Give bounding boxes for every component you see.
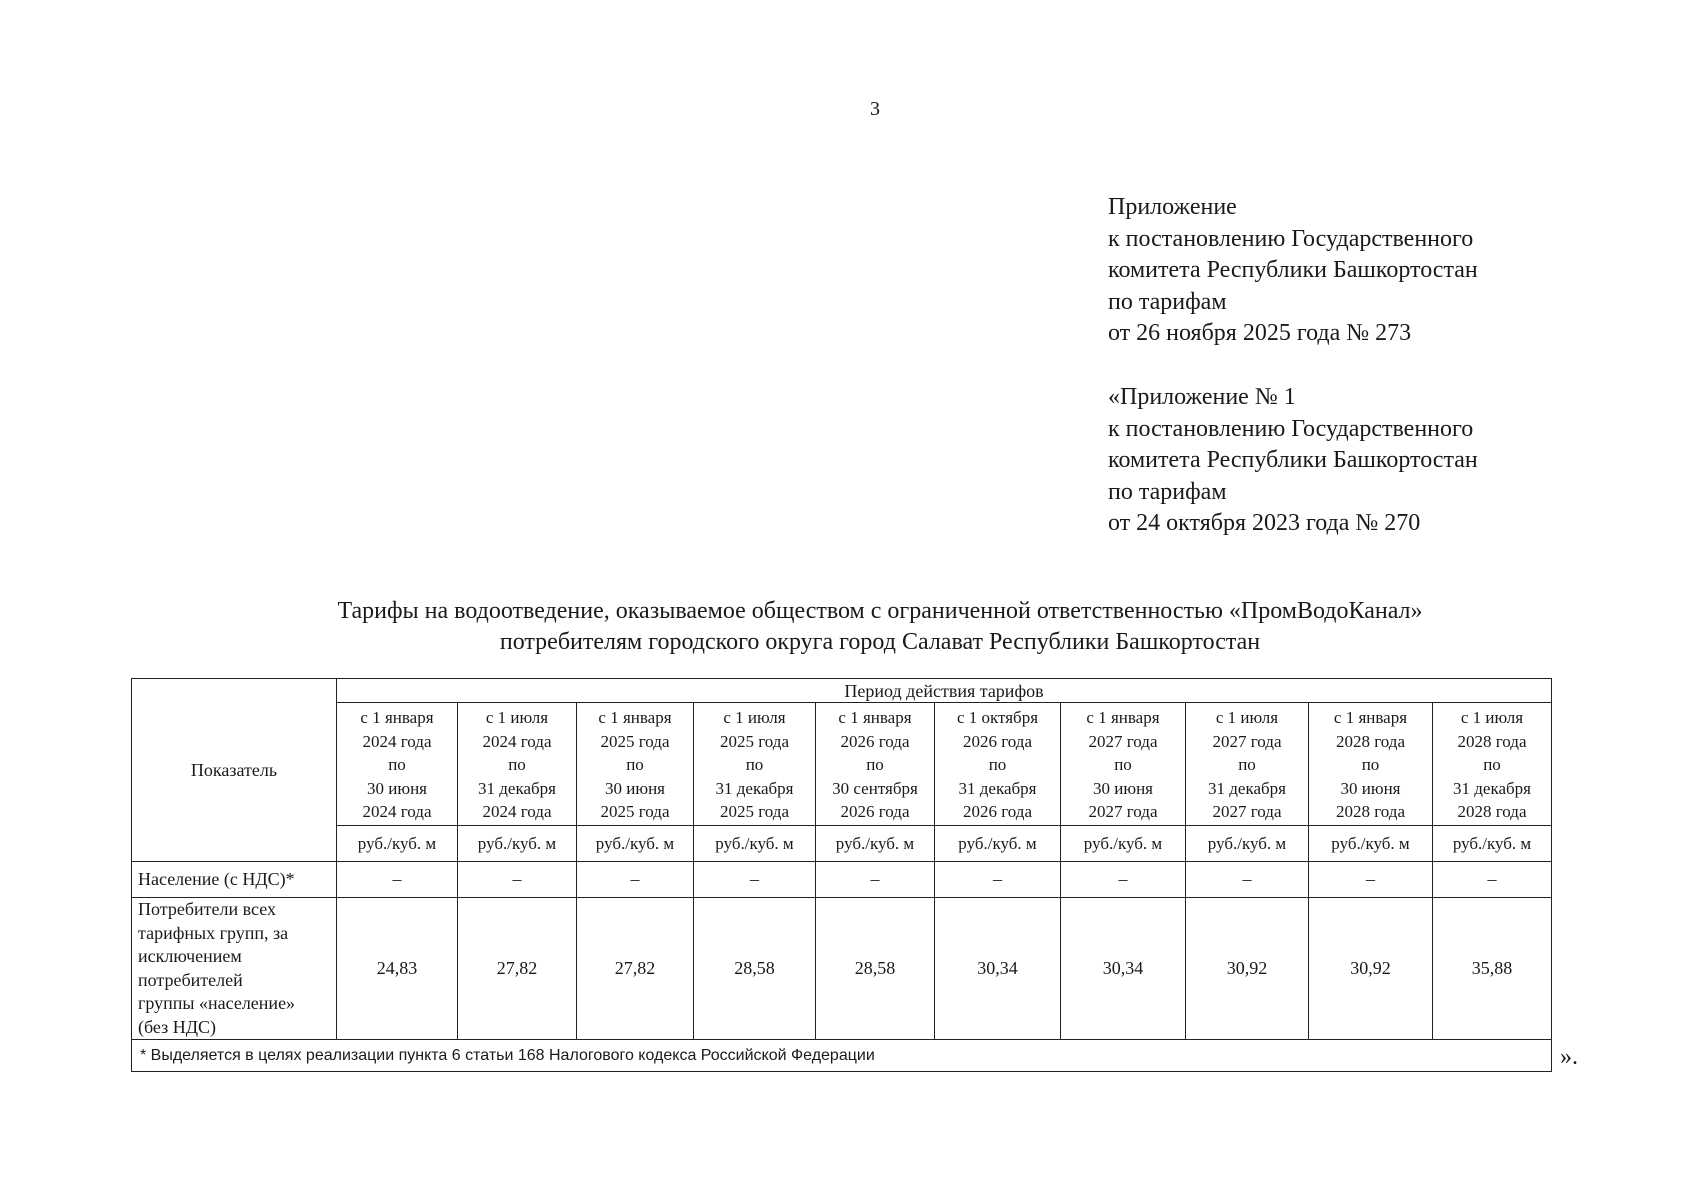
value-cell: –	[816, 862, 935, 898]
table-row	[132, 898, 1552, 1040]
period-line: с 1 июля	[723, 708, 786, 728]
period-line: по	[866, 755, 884, 775]
indicator-header: Показатель	[132, 679, 337, 862]
period-line: 2027 года	[1088, 731, 1158, 751]
period-line: с 1 января	[360, 708, 434, 728]
period-line: по	[508, 755, 526, 775]
appendix-line: к постановлению Государственного	[1108, 415, 1474, 442]
unit-row	[132, 826, 1552, 862]
value-cell: 30,92	[1186, 898, 1309, 1040]
row-label-line: тарифных групп, за	[138, 922, 289, 943]
unit-cell: руб./куб. м	[577, 826, 694, 862]
period-line: 2026 года	[840, 731, 910, 751]
period-line: 31 декабря	[958, 778, 1037, 798]
appendix-line: по тарифам	[1108, 288, 1227, 315]
period-line: по	[1483, 755, 1501, 775]
value-cell: 27,82	[577, 898, 694, 1040]
closing-quote: ».	[1560, 1044, 1578, 1070]
unit-cell: руб./куб. м	[935, 826, 1061, 862]
period-cell	[1061, 703, 1186, 826]
period-line: 2028 года	[1457, 802, 1527, 822]
period-line: 2024 года	[482, 731, 552, 751]
period-cell	[1186, 703, 1309, 826]
period-line: 2026 года	[962, 802, 1032, 822]
period-line: 31 декабря	[478, 778, 556, 798]
period-line: с 1 июля	[1460, 708, 1524, 728]
value-cell: –	[1061, 862, 1186, 898]
period-line: 31 декабря	[1453, 778, 1531, 798]
period-line: по	[988, 755, 1007, 775]
appendix-line: от 26 ноября 2025 года № 273	[1108, 320, 1412, 346]
period-line: по	[1361, 755, 1380, 775]
period-line: с 1 января	[838, 708, 912, 728]
period-line: 30 июня	[605, 778, 665, 798]
period-line: 2025 года	[719, 802, 789, 822]
period-line: 2028 года	[1335, 731, 1405, 751]
value-cell: –	[337, 862, 458, 898]
title-line: Тарифы на водоотведение, оказываемое обществом с ограниченной ответственностью «ПромВодоКанал»	[337, 598, 1423, 624]
period-cell	[458, 703, 577, 826]
period-line: 2024 года	[482, 802, 552, 822]
period-header: Период действия тарифов	[337, 679, 1552, 703]
value-cell: 35,88	[1433, 898, 1552, 1040]
period-line: с 1 января	[1333, 708, 1408, 728]
period-line: 2024 года	[362, 731, 432, 751]
row-label	[132, 898, 337, 1040]
page-number: 3	[870, 98, 880, 120]
period-line: 2028 года	[1335, 802, 1405, 822]
appendix-line: комитета Республики Башкортостан	[1108, 257, 1478, 283]
period-line: 2025 года	[600, 802, 670, 822]
value-cell: –	[1309, 862, 1433, 898]
value-cell: –	[458, 862, 577, 898]
value-cell: 24,83	[337, 898, 458, 1040]
period-line: 31 декабря	[715, 778, 794, 798]
period-cell	[816, 703, 935, 826]
period-line: по	[745, 755, 764, 775]
value-cell: –	[1186, 862, 1309, 898]
value-cell: –	[1433, 862, 1552, 898]
period-line: с 1 июля	[485, 708, 549, 728]
period-cell	[935, 703, 1061, 826]
value-cell: –	[935, 862, 1061, 898]
period-cell	[577, 703, 694, 826]
period-line: 2026 года	[962, 731, 1032, 751]
period-line: по	[626, 755, 644, 775]
unit-cell: руб./куб. м	[816, 826, 935, 862]
appendix-line: комитета Республики Башкортостан	[1108, 447, 1478, 473]
row-label: Население (с НДС)*	[132, 862, 337, 898]
unit-cell: руб./куб. м	[1061, 826, 1186, 862]
title-line: потребителям городского округа город Салават Республики Башкортостан	[499, 629, 1261, 655]
period-line: 30 июня	[1340, 778, 1401, 798]
value-cell: 28,58	[694, 898, 816, 1040]
period-line: по	[1238, 755, 1256, 775]
value-cell: –	[577, 862, 694, 898]
unit-cell: руб./куб. м	[1433, 826, 1552, 862]
footnote: * Выделяется в целях реализации пункта 6 статьи 168 Налогового кодекса Российской Федерации	[132, 1040, 1552, 1072]
period-line: с 1 января	[598, 708, 672, 728]
period-line: 2027 года	[1212, 802, 1282, 822]
period-line: 2025 года	[719, 731, 789, 751]
row-label-line: Потребители всех	[138, 899, 276, 919]
unit-cell: руб./куб. м	[1186, 826, 1309, 862]
period-line: 31 декабря	[1208, 778, 1286, 798]
row-label-line: группы «население»	[138, 993, 296, 1013]
appendix-line: Приложение	[1108, 194, 1237, 220]
period-line: с 1 января	[1086, 708, 1160, 728]
table-row	[132, 862, 1552, 898]
value-cell: 30,34	[935, 898, 1061, 1040]
value-cell: 30,92	[1309, 898, 1433, 1040]
period-cell	[1309, 703, 1433, 826]
row-label-line: (без НДС)	[138, 1016, 217, 1037]
value-cell: 27,82	[458, 898, 577, 1040]
period-line: с 1 октября	[956, 708, 1039, 728]
appendix-line: по тарифам	[1108, 478, 1227, 505]
period-line: 30 июня	[367, 778, 427, 798]
appendix-line: от 24 октября 2023 года № 270	[1108, 510, 1421, 536]
unit-cell: руб./куб. м	[337, 826, 458, 862]
appendix-line: к постановлению Государственного	[1108, 225, 1474, 252]
period-line: 2027 года	[1212, 731, 1282, 751]
period-line: 2027 года	[1088, 802, 1158, 822]
period-cell	[1433, 703, 1552, 826]
period-line: по	[388, 755, 406, 775]
appendix-line: «Приложение № 1	[1108, 384, 1296, 410]
period-cell	[694, 703, 816, 826]
value-cell: 28,58	[816, 898, 935, 1040]
period-line: 30 июня	[1093, 778, 1153, 798]
period-row	[132, 703, 1552, 826]
row-label-line: исключением	[138, 946, 242, 966]
tariff-table	[131, 678, 1552, 1072]
value-cell: 30,34	[1061, 898, 1186, 1040]
unit-cell: руб./куб. м	[1309, 826, 1433, 862]
unit-cell: руб./куб. м	[694, 826, 816, 862]
period-line: 2026 года	[840, 802, 910, 822]
row-label-line: потребителей	[138, 969, 243, 990]
period-line: 2025 года	[600, 731, 670, 751]
period-line: по	[1114, 755, 1132, 775]
value-cell: –	[694, 862, 816, 898]
period-line: с 1 июля	[1215, 708, 1279, 728]
appendix-block	[1108, 192, 1478, 350]
unit-cell: руб./куб. м	[458, 826, 577, 862]
period-line: 2024 года	[362, 802, 432, 822]
quoted-appendix-block	[1108, 382, 1478, 540]
period-line: 2028 года	[1457, 731, 1527, 751]
period-cell	[337, 703, 458, 826]
period-line: 30 сентября	[832, 778, 918, 798]
document-title	[180, 596, 1580, 658]
